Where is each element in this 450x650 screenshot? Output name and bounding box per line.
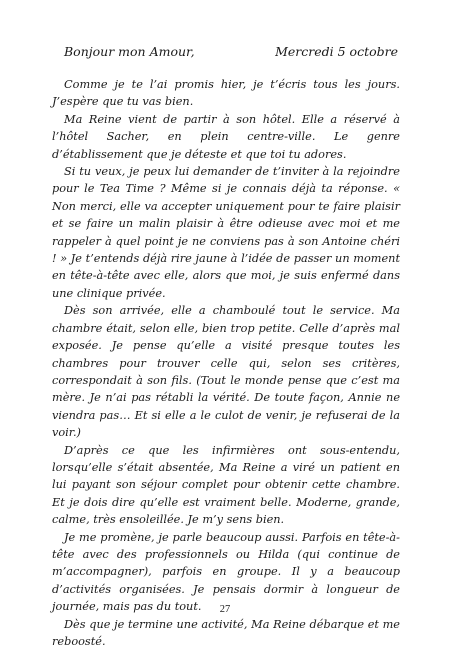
paragraph: D’après ce que les infirmières ont sous-entendu, lorsqu’elle s’était absentée, Ma Reine a viré un patient en lui payant son séjour complet pour obtenir cette chambre. Et je dois dire qu’elle est vraiment belle. Moderne, grande, calme, très ensoleillée. Je m’y sens bien. (52, 443, 400, 527)
paragraph: Je me promène, je parle beaucoup aussi. Parfois en tête-à-tête avec des professionnels ou Hilda (qui continue de m’accompagner), parfois en groupe. Il y a beaucoup d’activités organisées. Je pensais dormir à longueur de journée, mais pas du tout. (52, 530, 400, 614)
salutation: Bonjour mon Amour, (64, 44, 195, 59)
letter-header (64, 44, 398, 59)
paragraph: Ma Reine vient de partir à son hôtel. Elle a réservé à l’hôtel Sacher, en plein centre-ville. Le genre d’établissement que je déteste et que toi tu adores. (52, 112, 400, 161)
letter-date: Mercredi 5 octobre (275, 44, 398, 59)
page-number: 27 (219, 604, 231, 615)
paragraph: Comme je te l’ai promis hier, je t’écris tous les jours. J’espère que tu vas bien. (52, 78, 400, 109)
paragraph: Dès que je termine une activité, Ma Reine débarque et me reboosté. (52, 617, 400, 648)
paragraph: Si tu veux, je peux lui demander de t’inviter à la rejoindre pour le Tea Time ? Même si je connais déjà ta réponse. « Non merci, elle va accepter uniquement pour te faire plaisir et se faire un malin plaisir à être odieuse avec moi et me rappeler à quel point je ne conviens pas à son Antoine chéri ! » Je t’entends déjà rire jaune à l’idée de passer un moment en tête-à-tête avec elle, alors que moi, je suis enfermé dans une clinique privée. (52, 165, 400, 300)
letter-body (52, 76, 400, 650)
paragraph: Dès son arrivée, elle a chamboulé tout le service. Ma chambre était, selon elle, bien trop petite. Celle d’après mal exposée. Je pense qu’elle a visité presque toutes les chambres pour trouver celle qui, selon ses critères, correspondait à son fils. (Tout le monde pense que c’est ma mère. Je n’ai pas rétabli la vérité. De toute façon, Annie ne viendra pas… Et si elle a le culot de venir, je refuserai de la voir.) (52, 304, 400, 440)
